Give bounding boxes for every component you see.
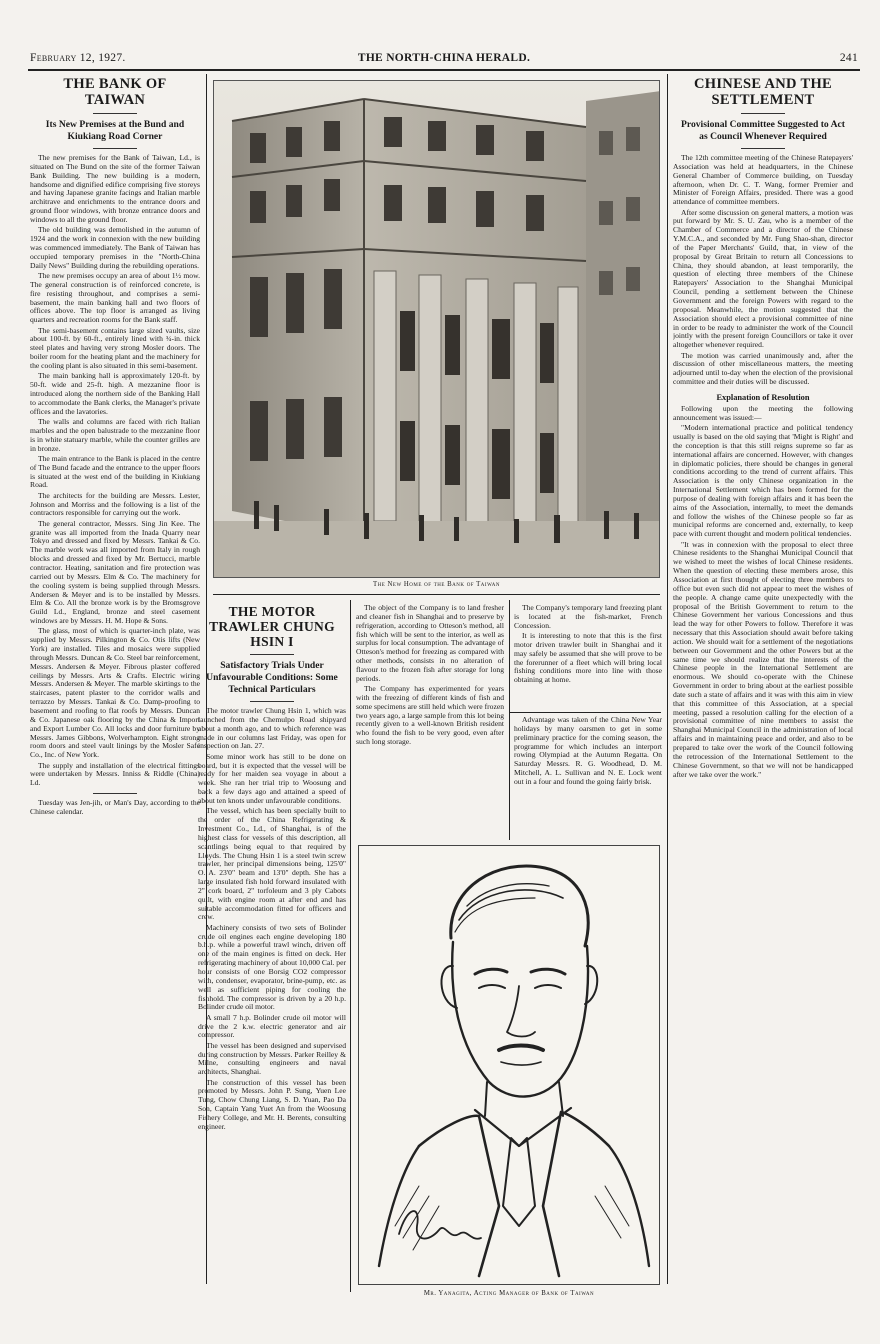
article-paragraph: The motion was carried unanimously and, after the discussion of other miscellaneous matters, the meeting adjourned until to-day when the election of the provisional committee and their duties will be discussed. bbox=[673, 350, 853, 387]
portrait-caption: Mr. Yanagita, Acting Manager of Bank of Taiwan bbox=[423, 1290, 595, 1297]
article-paragraph: The construction of this vessel has been promoted by Messrs. John P. Sung, Yuen Lee Tung, Chow Chung Liang, S. D. Yuan, Pao Da Son, Captain Yang Yuet An from the Woosung Fishery College, and Mr. H. Berents, consulting engineer. bbox=[198, 1077, 346, 1131]
bank-building-photo bbox=[213, 80, 660, 578]
article-paragraph: The semi-basement contains large sized vaults, size about 100-ft. by 60-ft., entirely lined with ¾-in. thick steel plates and having very strong Mosler doors. The boiler room for the heating plant and the machinery for the cooling plant is also situated in this semi-basement. bbox=[30, 325, 200, 370]
paper-title: THE NORTH-CHINA HERALD. bbox=[357, 52, 531, 64]
article-paragraph: The architects for the building are Messrs. Lester, Johnson and Morriss and the following is a list of the contractors responsible for carrying out the work. bbox=[30, 490, 200, 518]
article-paragraph: The new premises for the Bank of Taiwan, Ld., is situated on The Bund on the site of the former Taiwan Bank Building. The new building is a modern, handsome and dignified edifice comprising five storeys and having Japanese granite facings and Italian marble architrave and enrichments to the entrance doors and ground floor windows, with bronze entrance doors and windows to all the ground floor. bbox=[30, 153, 200, 224]
article-paragraph: The Company has experimented for years with the freezing of different kinds of fish and some specimens are still held which were frozen two years ago, a large sample from this lot being recently given to a well-known British resident who found the fish to be very good, even after such long storage. bbox=[356, 684, 504, 747]
article-paragraph: The new premises occupy an area of about 1½ mow. The general construction is of reinforced concrete, is fire resisting throughout, and comprises a semi-basement, the main banking hall and two floors of offices above. The top floor is arranged as living quarters and recreation rooms for the Bank staff. bbox=[30, 270, 200, 325]
article-paragraph: The vessel has been designed and supervised during construction by Messrs. Parker Reilley & Milne, consulting engineers and naval architects, Shanghai. bbox=[198, 1040, 346, 1077]
article-paragraph: The general contractor, Messrs. Sing Jin Kee. The granite was all imported from the Inada Quarry near Tokyo and dressed and fixed by Messrs. Tankai & Co. The marble work was all imported from Italy in rough blocks and dressed and fixed by Mr. Bertucci, marble contractor. Heating, sanitation and fire protection was carried out by Messrs. Elm & Co. The machinery for the cooling system is being supplied through Messrs. Andersen & Meyer and is to be installed by Messrs. Elm & Co. All the bronze work is by the Bromsgrove Guild Ld., England, bronze and steel casement windows are by Messrs. H. M. Hope & Sons. bbox=[30, 518, 200, 626]
section-heading: Explanation of Resolution bbox=[716, 392, 810, 402]
article-paragraph: The supply and installation of the electrical fittings were undertaken by Messrs. Inniss & Riddle (China) Ld. bbox=[30, 760, 200, 788]
portrait-sketch bbox=[358, 845, 660, 1285]
article-paragraph: The 12th committee meeting of the Chinese Ratepayers' Association was held at headquarters, in the Chinese General Chamber of Commerce building, on Tuesday afternoon, when Dr. C. T. Wang, former Premier and Minister of Foreign Affairs, presided. There was a good attendance of committee members. bbox=[673, 153, 853, 207]
article-paragraph: The Company's temporary land freezing plant is located at the fish-market, French Concession. bbox=[514, 604, 662, 630]
trawler-subhead: Satisfactory Trials Under Unfavourable Conditions: Some Technical Particulars bbox=[206, 660, 338, 695]
bank-headline: THE BANK OF TAIWAN bbox=[63, 76, 167, 108]
trawler-article-col2 bbox=[356, 604, 504, 836]
photo-caption: The New Home of the Bank of Taiwan bbox=[373, 581, 500, 588]
bank-building-illustration bbox=[214, 81, 660, 578]
headline-rule bbox=[250, 654, 294, 655]
separator-rule bbox=[93, 793, 137, 794]
issue-date: February 12, 1927. bbox=[30, 52, 126, 64]
article-paragraph: The motor trawler Chung Hsin 1, which was launched from the Chemulpo Road shipyard about a month ago, and to which reference was made in our columns last Friday, was open for inspection on Jan. 27. bbox=[198, 706, 346, 751]
trawler-article-col3 bbox=[514, 604, 662, 710]
article-paragraph: After some discussion on general matters, a motion was put forward by Mr. S. U. Zau, who is a member of the Chamber of Commerce and a director of the Chinese Y.M.C.A., and seconded by Mr. Fung Shao-shan, director of the Paper Merchants' Guild, that, in view of the proposal by Great Britain to return all Concessions to China, they should abandon, at least temporarily, the question of electing three members of the Chinese Ratepayers' Association to the Shanghai Municipal Council, pending a settlement between the Chinese Government and the foreign Powers with regard to the proposal. Meanwhile, the motion suggested that the Association should elect a provisional committee of nine in order to be ready to administer the work of the Council jointly with the present foreign Councillors or take it over altogether whenever required. bbox=[673, 207, 853, 350]
column-rule bbox=[509, 600, 510, 840]
article-paragraph: The object of the Company is to land fresher and cleaner fish in Shanghai and to preserve by refrigeration, according to Otteson's method, all fish which will be sent to the interior, as well as surplus for local consumption. The advantage of Otteson's method for freezing as compared with other methods, consists in no alteration of flavour to the frozen fish after storage for long periods. bbox=[356, 604, 504, 683]
settlement-article bbox=[673, 76, 853, 1291]
article-paragraph: It is interesting to note that this is the first motor driven trawler built in Shanghai and it may safely be assumed that she will prove to be the forerunner of a fleet which will bring local fishing conditions more into line with those obtaining at home. bbox=[514, 631, 662, 685]
trawler-article bbox=[196, 604, 346, 1290]
article-paragraph: The vessel, which has been specially built to the order of the China Refrigerating & Investment Co., Ld., of Shanghai, is of the highest class for vessels of this description, all scantlings being equal to that required by Lloyds. The Chung Hsin 1 is a steel twin screw trawler, her principal dimensions being, 125'0" O. A. 23'0" beam and 13'0" depth. She has a large insulated fish hold forward insulated with 2" cork board, 2" torfoleum and 3 ply Cabots quilt, with engine room at after end and has suitable accommodation fitted for officers and crew. bbox=[198, 806, 346, 922]
article-paragraph: The glass, most of which is quarter-inch plate, was supplied by Messrs. Pilkington & Co. Otis lifts (New York) are installed. Tiles and mosaics were supplied through Messrs. Duncan & Co. Steel bar reinforcement, Messrs. Andersen & Meyer. Fibrous plaster coffered ceilings by Messrs. Arts & Crafts. Electric wiring Messrs. Andersen & Meyer. The marble skirtings to the staircases, patent plaster to the corridor walls and terrazzo by Messrs. Tankai & Co. Damp-proofing to basement and roofing to flat roofs by Messrs. Duncan & Co. Japanese oak flooring by the China & Import and Export Lumber Co. All locks and door furniture by Messrs. James Gibbons, Wolverhampton. Eight strong room doors and steel vault linings by the Mosler Safe Co., Inc. of New York. bbox=[30, 626, 200, 760]
column-rule bbox=[667, 74, 668, 1284]
article-paragraph: The old building was demolished in the autumn of 1924 and the work in connexion with the new building was commenced immediately. The Bank of Taiwan has occupied temporary premises in the "North-China Daily News" Building during the rebuilding operations. bbox=[30, 225, 200, 270]
article-paragraph: A small 7 h.p. Bolinder crude oil motor will drive the 2 k.w. electric generator and air compressor. bbox=[198, 1012, 346, 1040]
article-paragraph: The main entrance to the Bank is placed in the centre of The Bund facade and the entrance to the upper floors is situated at the west end of the building in Kiukiang Road. bbox=[30, 453, 200, 490]
settlement-subhead: Provisional Committee Suggested to Act as Council Whenever Required bbox=[681, 119, 845, 142]
column-rule bbox=[350, 600, 351, 840]
article-paragraph: Machinery consists of two sets of Bolinder crude oil engines each engine developing 180 b.h.p. while a powerful trawl winch, driven off one of the main engines is fitted on deck. Her refrigerating machinery of about 10,000 Cal. per hour consists of one Borsig CO2 compressor with, condenser, evaporator, brine-pump, etc. as well as sufficient piping for cooling the fishhold. The compressor is driven by a 20 h.p. Bolinder crude oil motor. bbox=[198, 922, 346, 1012]
masthead-rule bbox=[28, 69, 860, 71]
section-rule bbox=[213, 594, 660, 595]
settlement-headline: CHINESE AND THE SETTLEMENT bbox=[694, 76, 832, 108]
subhead-rule bbox=[250, 701, 294, 702]
rowing-paragraph: Advantage was taken of the China New Year holidays by many oarsmen to get in some preliminary practice for the coming season, the programme for which includes an interport rowing Olympiad at the Autumn Regatta. On Saturday Messrs. R. G. Woodhead, D. M. Mitchell, A. L. Sullivan and N. E. Lock went out in a four and found the going fairly brisk. bbox=[514, 716, 662, 786]
masthead bbox=[30, 52, 858, 68]
yanagita-portrait bbox=[359, 846, 660, 1285]
subhead-rule bbox=[741, 148, 785, 149]
article-paragraph: Some minor work has still to be done on board, but it is expected that the vessel will be ready for her maiden sea voyage in about a week. She ran her trial trip to Woosung and back a few days ago and attained a speed of about ten knots under unfavourable conditions. bbox=[198, 751, 346, 805]
article-paragraph: The walls and columns are faced with rich Italian marbles and the open balustrade to the mezzanine floor is in white statuary marble, while the counter grilles are in bronze. bbox=[30, 416, 200, 453]
column-rule bbox=[350, 840, 351, 1292]
headline-rule bbox=[93, 113, 137, 114]
page-number: 241 bbox=[839, 52, 858, 64]
rowing-note bbox=[514, 716, 662, 838]
subhead-rule bbox=[93, 148, 137, 149]
trawler-headline: THE MOTOR TRAWLER CHUNG HSIN I bbox=[209, 604, 335, 649]
bank-subhead: Its New Premises at the Bund and Kiukiang Road Corner bbox=[45, 119, 185, 142]
mans-day-note: Tuesday was Jen-jih, or Man's Day, according to the Chinese calendar. bbox=[30, 798, 200, 816]
section-rule bbox=[509, 712, 661, 713]
article-paragraph: Following upon the meeting the following announcement was issued:— bbox=[673, 403, 853, 422]
headline-rule bbox=[741, 113, 785, 114]
bank-article bbox=[30, 76, 200, 1291]
article-paragraph: "It was in connexion with the proposal to elect three Chinese residents to the Shanghai Municipal Council that we wished to meet the wishes of local Chinese residents. When the question of electing these members arose, this Association at first thought of electing three members to office but even such did not appear to meet the wishes of the people. A change came quite unexpectedly with the proposal of the British Government to return to the Chinese Government her various Concessions and thus lead the way for other Powers to follow. Therefore it was necessary that this Association should await before taking action. We should wait for a settlement of the negotiations between our Government and the other Powers but at the same time we should realize that the interests of the Chinese people in the International Settlement are enormous. We should co-operate with the Chinese Government in order to bring about at the earliest possible date such a state of affairs and it was with this aim in view that this committee of this Association, at a special meeting, passed a resolution calling for the election of a provisional committee of nine members to assist the Shanghai Municipal Council in the administration of local affairs and in maintaining peace and order, and also to be prepared to take over the work of the Council following the retrocession of the International Settlement to the Chinese Government, so that we will not be handicapped after we take over the work." bbox=[673, 539, 853, 779]
article-paragraph: "Modern international practice and political tendency usually is based on the old saying that 'Might is Right' and the conception is that this still reigns supreme so far as international affairs are concerned. However, with changes in diplomatic policies, there should be changes in general conditions according to the trend of current affairs. This Association is the only Chinese organization in the International Settlement which has been formed for the purpose of dealing with foreign affairs and it has been the aims of the Association, internally, to meet the demands and follow the wishes of the Chinese people so far as municipal reforms are concerned and, externally, to keep pace with current thought and modern political tendencies. bbox=[673, 423, 853, 539]
article-paragraph: The main banking hall is approximately 120-ft. by 50-ft. wide and 25-ft. high. A mezzanine floor is introduced along the northern side of the Banking Hall to accommodate the Bank clerks, the Manager's private offices and the lavatories. bbox=[30, 371, 200, 416]
